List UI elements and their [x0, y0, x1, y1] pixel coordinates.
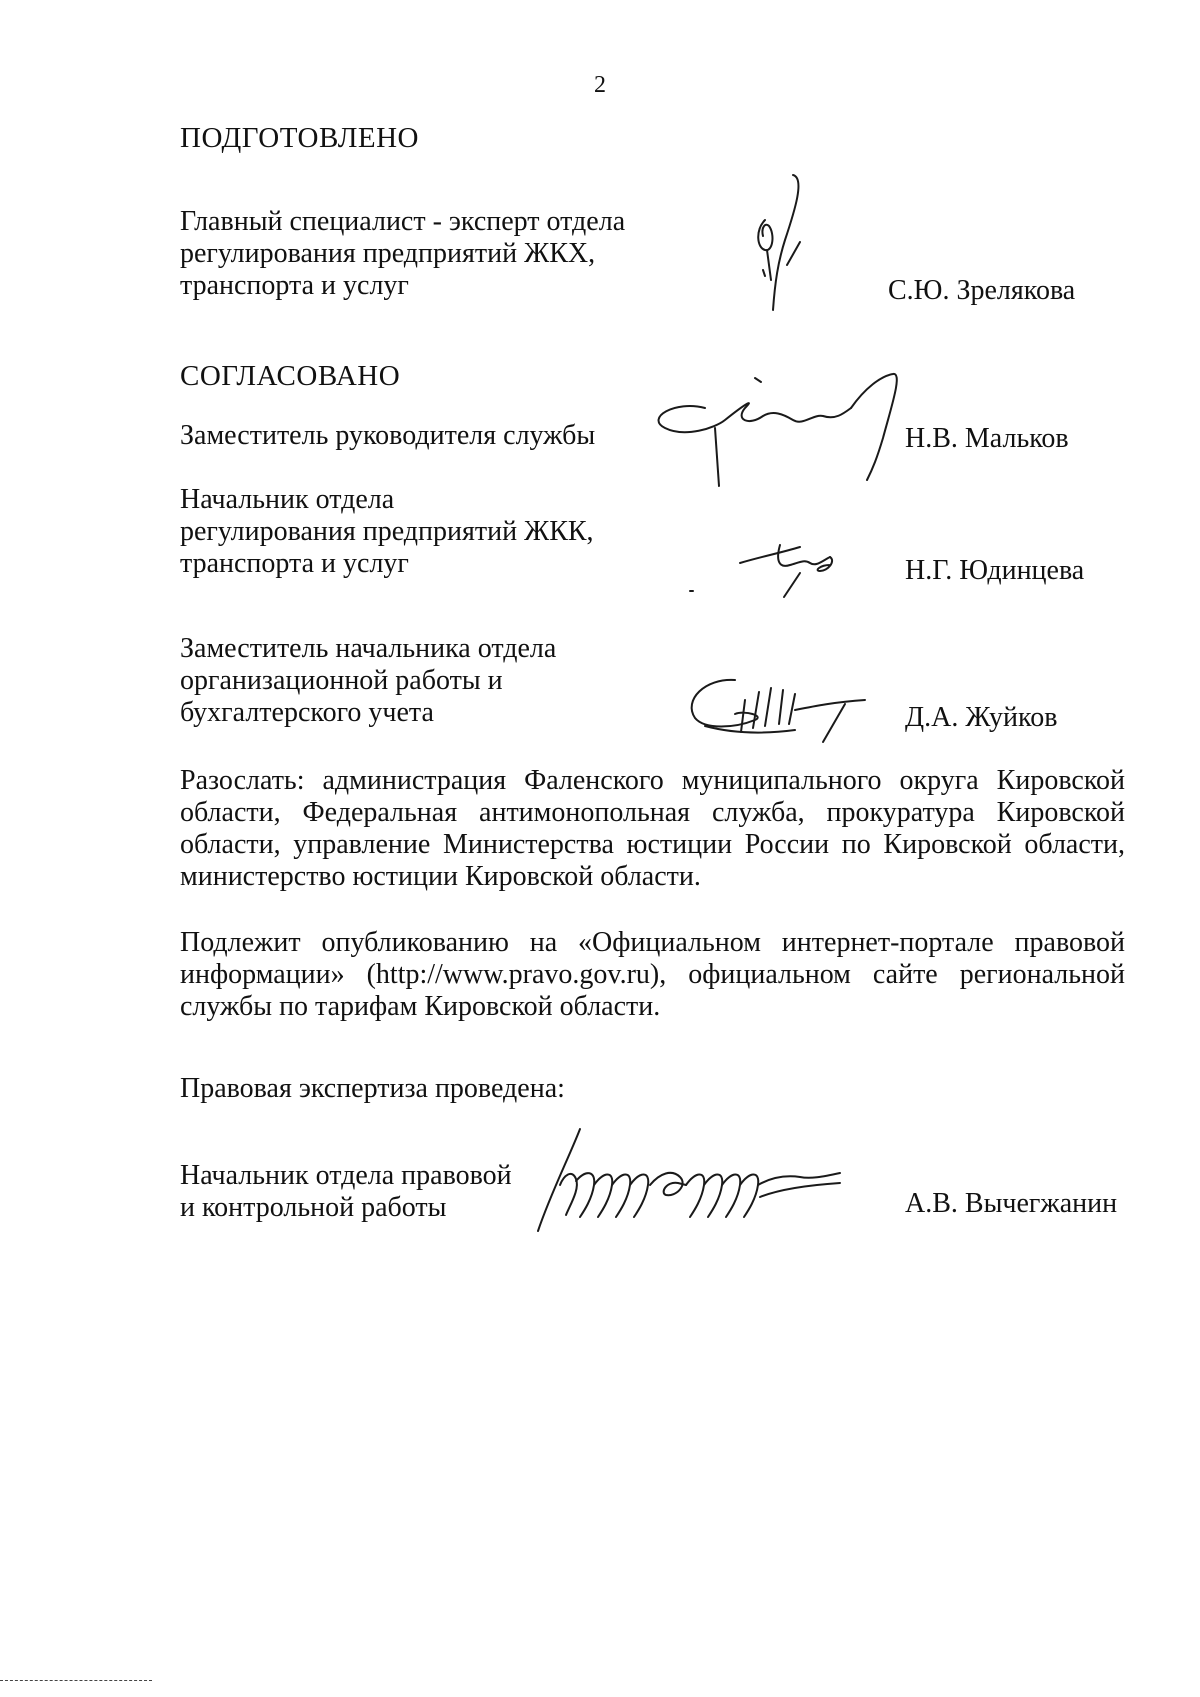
- signature-zhuikov: [675, 670, 875, 745]
- signature-yudintseva: [680, 535, 850, 605]
- agreed-name-yudintseva: Н.Г. Юдинцева: [905, 555, 1085, 586]
- distribution-list: Разослать: администрация Фаленского муниципального округа Кировской области, Федеральная антимонопольная служба, прокуратура Кировской области, управление Министерства юстиции России по Кировской области, министерство юстиции Кировской области.: [180, 765, 1125, 892]
- agreed-heading: СОГЛАСОВАНО: [180, 360, 401, 392]
- legal-review-position: Начальник отдела правовой и контрольной работы: [180, 1160, 512, 1223]
- page-number: 2: [594, 72, 606, 98]
- agreed-position-zhuikov: Заместитель начальника отдела организационной работы и бухгалтерского учета: [180, 633, 557, 728]
- signature-malkov: [645, 368, 915, 488]
- publication-note: Подлежит опубликованию на «Официальном интернет-портале правовой информации» (http://www.pravo.gov.ru), официальном сайте региональной службы по тарифам Кировской области.: [180, 927, 1125, 1022]
- footer-divider: [0, 1680, 152, 1681]
- agreed-position-yudintseva: Начальник отдела регулирования предприятий ЖКК, транспорта и услуг: [180, 484, 594, 579]
- legal-review-heading: Правовая экспертиза проведена:: [180, 1073, 565, 1104]
- prepared-position: Главный специалист - эксперт отдела регулирования предприятий ЖКХ, транспорта и услуг: [180, 206, 626, 301]
- signature-zrelyakova: [745, 170, 815, 325]
- prepared-heading: ПОДГОТОВЛЕНО: [180, 122, 419, 154]
- agreed-name-malkov: Н.В. Мальков: [905, 423, 1069, 454]
- agreed-name-zhuikov: Д.А. Жуйков: [905, 702, 1058, 733]
- agreed-position-malkov: Заместитель руководителя службы: [180, 420, 596, 451]
- legal-review-name: А.В. Вычегжанин: [905, 1188, 1118, 1219]
- prepared-name: С.Ю. Зрелякова: [888, 275, 1076, 306]
- signature-vychegzhanin: [510, 1125, 855, 1235]
